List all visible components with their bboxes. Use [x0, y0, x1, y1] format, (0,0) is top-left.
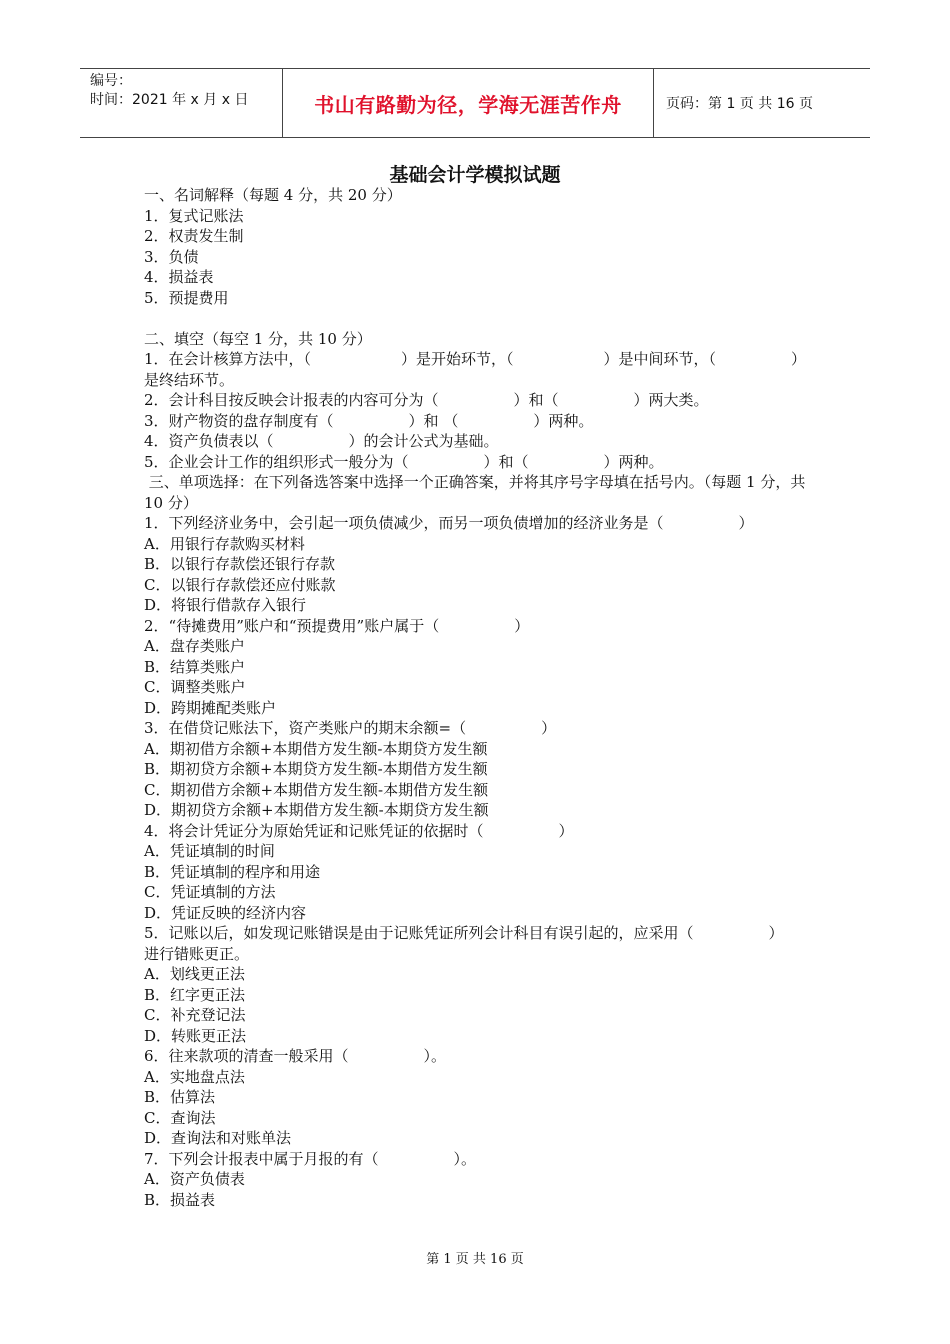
section-heading: 三、单项选择：在下列备选答案中选择一个正确答案，并将其序号字母填在括号内。（每题 1 分，共 10 分） [144, 473, 811, 512]
serial-label: 编号： [90, 73, 132, 89]
term-item: 4．损益表 [144, 268, 214, 286]
option: B．凭证填制的程序和用途 [144, 862, 321, 881]
fill-item: 2．会计科目按反映会计报表的内容可分为（ ）和（ ）两大类。 [144, 391, 709, 409]
option: C．调整类账户 [144, 678, 246, 696]
option: A．资产负债表 [144, 1170, 245, 1188]
option: B．估算法 [144, 1088, 216, 1106]
term-item: 5．预提费用 [144, 288, 229, 307]
fill-item: 5．企业会计工作的组织形式一般分为（ ）和（ ）两种。 [144, 452, 664, 471]
option: D．凭证反映的经济内容 [144, 903, 307, 922]
option: A．划线更正法 [144, 965, 245, 983]
term-item: 1．复式记账法 [144, 206, 244, 225]
option: B．结算类账户 [144, 657, 246, 676]
term-item: 2．权责发生制 [144, 227, 244, 245]
question-stem: 2．“待摊费用”账户和“预提费用”账户属于（ ） [144, 616, 530, 635]
fill-item: 4．资产负债表以（ ）的会计公式为基础。 [144, 432, 499, 450]
option: A．盘存类账户 [144, 637, 245, 655]
spacer [144, 308, 810, 329]
page-info: 页码：第 1 页 共 16 页 [666, 96, 813, 112]
section-heading: 二、填空（每空 1 分，共 10 分） [144, 329, 372, 348]
option: C．凭证填制的方法 [144, 883, 276, 901]
header-meta [80, 69, 282, 137]
option: B．以银行存款偿还银行存款 [144, 555, 336, 573]
header-page-info [654, 69, 870, 137]
option: A．用银行存款购买材料 [144, 534, 305, 553]
page-header [80, 68, 870, 138]
question-stem-cont: 进行错账更正。 [144, 944, 250, 963]
question-stem: 5．记账以后，如发现记账错误是由于记账凭证所列会计科目有误引起的，应采用（ ） [144, 924, 784, 942]
section-heading: 一、名词解释（每题 4 分，共 20 分） [144, 186, 402, 204]
option: B．期初贷方余额+本期贷方发生额-本期借方发生额 [144, 760, 488, 778]
option: D．期初贷方余额+本期借方发生额-本期贷方发生额 [144, 801, 489, 819]
option: C．期初借方余额+本期借方发生额-本期借方发生额 [144, 780, 489, 799]
document-body [144, 185, 810, 1210]
option: C．以银行存款偿还应付账款 [144, 575, 336, 594]
fill-item: 1．在会计核算方法中，（ ）是开始环节，（ ）是中间环节，（ ）是终结环节。 [144, 350, 807, 389]
option: D．转账更正法 [144, 1026, 247, 1045]
page-footer: 第 1 页 共 16 页 [426, 1252, 524, 1267]
term-item: 3．负债 [144, 247, 199, 266]
option: B．红字更正法 [144, 985, 246, 1004]
motto: 书山有路勤为径，学海无涯苦作舟 [314, 92, 622, 117]
question-stem: 3．在借贷记账法下，资产类账户的期末余额=（ ） [144, 719, 557, 737]
question-stem: 1．下列经济业务中，会引起一项负债减少，而另一项负债增加的经济业务是（ ） [144, 514, 754, 532]
option: C．查询法 [144, 1108, 216, 1127]
question-stem: 7．下列会计报表中属于月报的有（ ）。 [144, 1149, 477, 1168]
option: B．损益表 [144, 1190, 216, 1209]
option: D．将银行借款存入银行 [144, 596, 307, 614]
option: C．补充登记法 [144, 1006, 246, 1024]
option: A．期初借方余额+本期借方发生额-本期贷方发生额 [144, 739, 488, 758]
document-title: 基础会计学模拟试题 [389, 164, 561, 186]
question-stem: 4．将会计凭证分为原始凭证和记账凭证的依据时（ ） [144, 821, 574, 840]
fill-item: 3．财产物资的盘存制度有（ ）和 （ ）两种。 [144, 411, 594, 430]
option: D．跨期摊配类账户 [144, 698, 277, 717]
option: A．凭证填制的时间 [144, 842, 275, 860]
header-motto-cell [282, 69, 654, 137]
question-stem: 6．往来款项的清查一般采用（ ）。 [144, 1047, 447, 1065]
option: D．查询法和对账单法 [144, 1129, 292, 1147]
date-label: 时间：2021 年 x 月 x 日 [90, 92, 249, 108]
option: A．实地盘点法 [144, 1067, 245, 1086]
